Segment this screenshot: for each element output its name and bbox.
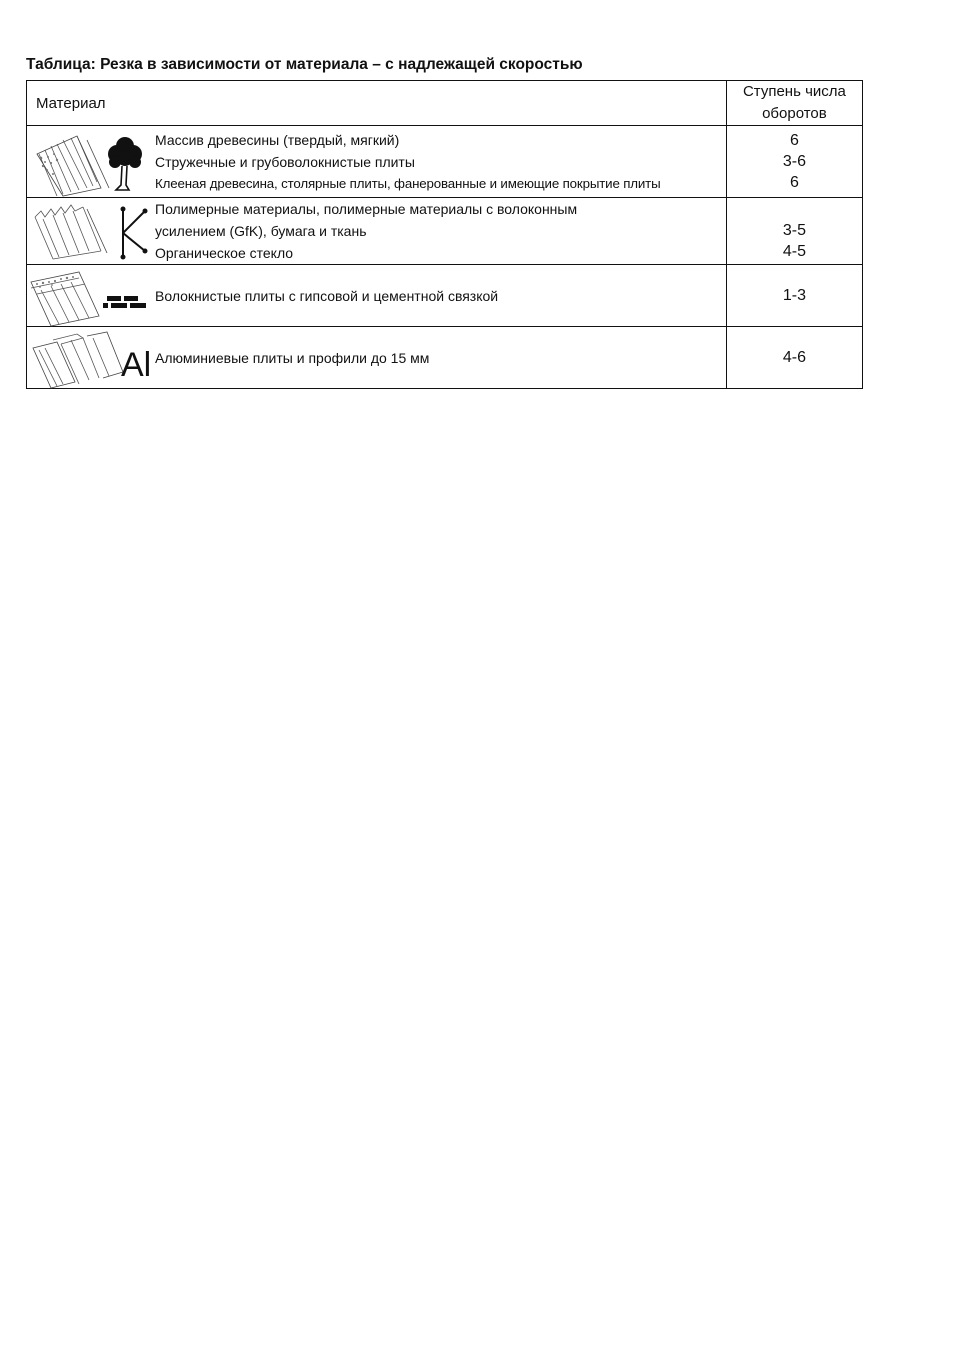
material-line: усилением (GfK), бумага и ткань: [155, 223, 367, 239]
material-line: Алюминиевые плиты и профили до 15 мм: [155, 349, 430, 366]
speed-value: 3-6: [782, 153, 806, 170]
material-line: Стружечные и грубоволокнистые плиты: [155, 153, 415, 170]
header-speed-line2: оборотов: [762, 105, 827, 122]
material-line: Волокнистые плиты с гипсовой и цементной связкой: [155, 287, 499, 304]
header-speed: [726, 81, 862, 126]
speed-cell: [726, 126, 862, 198]
material-line: Массив древесины (твердый, мягкий): [155, 131, 400, 148]
material-line: Органическое стекло: [155, 245, 294, 261]
material-speed-table: [26, 80, 863, 389]
speed-value: 3-5: [782, 222, 806, 239]
table-header-row: [27, 81, 863, 126]
table-row: [27, 327, 863, 389]
header-speed-line1: Ступень числа: [742, 83, 846, 100]
speed-value: 4-6: [782, 349, 806, 366]
speed-value: 1-3: [782, 287, 806, 304]
material-cell: [27, 198, 727, 265]
table-row: [27, 198, 863, 265]
plastic-k-icon: [27, 201, 155, 261]
table-row: [27, 265, 863, 327]
speed-cell: [726, 198, 862, 265]
header-material: Материал: [27, 81, 727, 126]
brick-board-icon: [27, 266, 155, 326]
speed-value: 6: [789, 174, 799, 191]
wood-tree-icon: [27, 132, 155, 192]
speed-value: 6: [789, 132, 799, 149]
speed-cell: [726, 327, 862, 389]
speed-value: 4-5: [782, 243, 806, 260]
speed-cell: [726, 265, 862, 327]
material-cell: [27, 265, 727, 327]
material-cell: [27, 327, 727, 389]
material-line: Полимерные материалы, полимерные материалы с волоконным: [155, 201, 578, 217]
table-row: [27, 126, 863, 198]
table-title: Таблица: Резка в зависимости от материала – с надлежащей скоростью: [26, 56, 583, 73]
aluminium-profile-icon: [27, 328, 155, 388]
material-cell: [27, 126, 727, 198]
material-line: Клееная древесина, столярные плиты, фанерованные и имеющие покрытие плиты: [155, 175, 661, 191]
aluminium-symbol: Al: [121, 345, 152, 384]
